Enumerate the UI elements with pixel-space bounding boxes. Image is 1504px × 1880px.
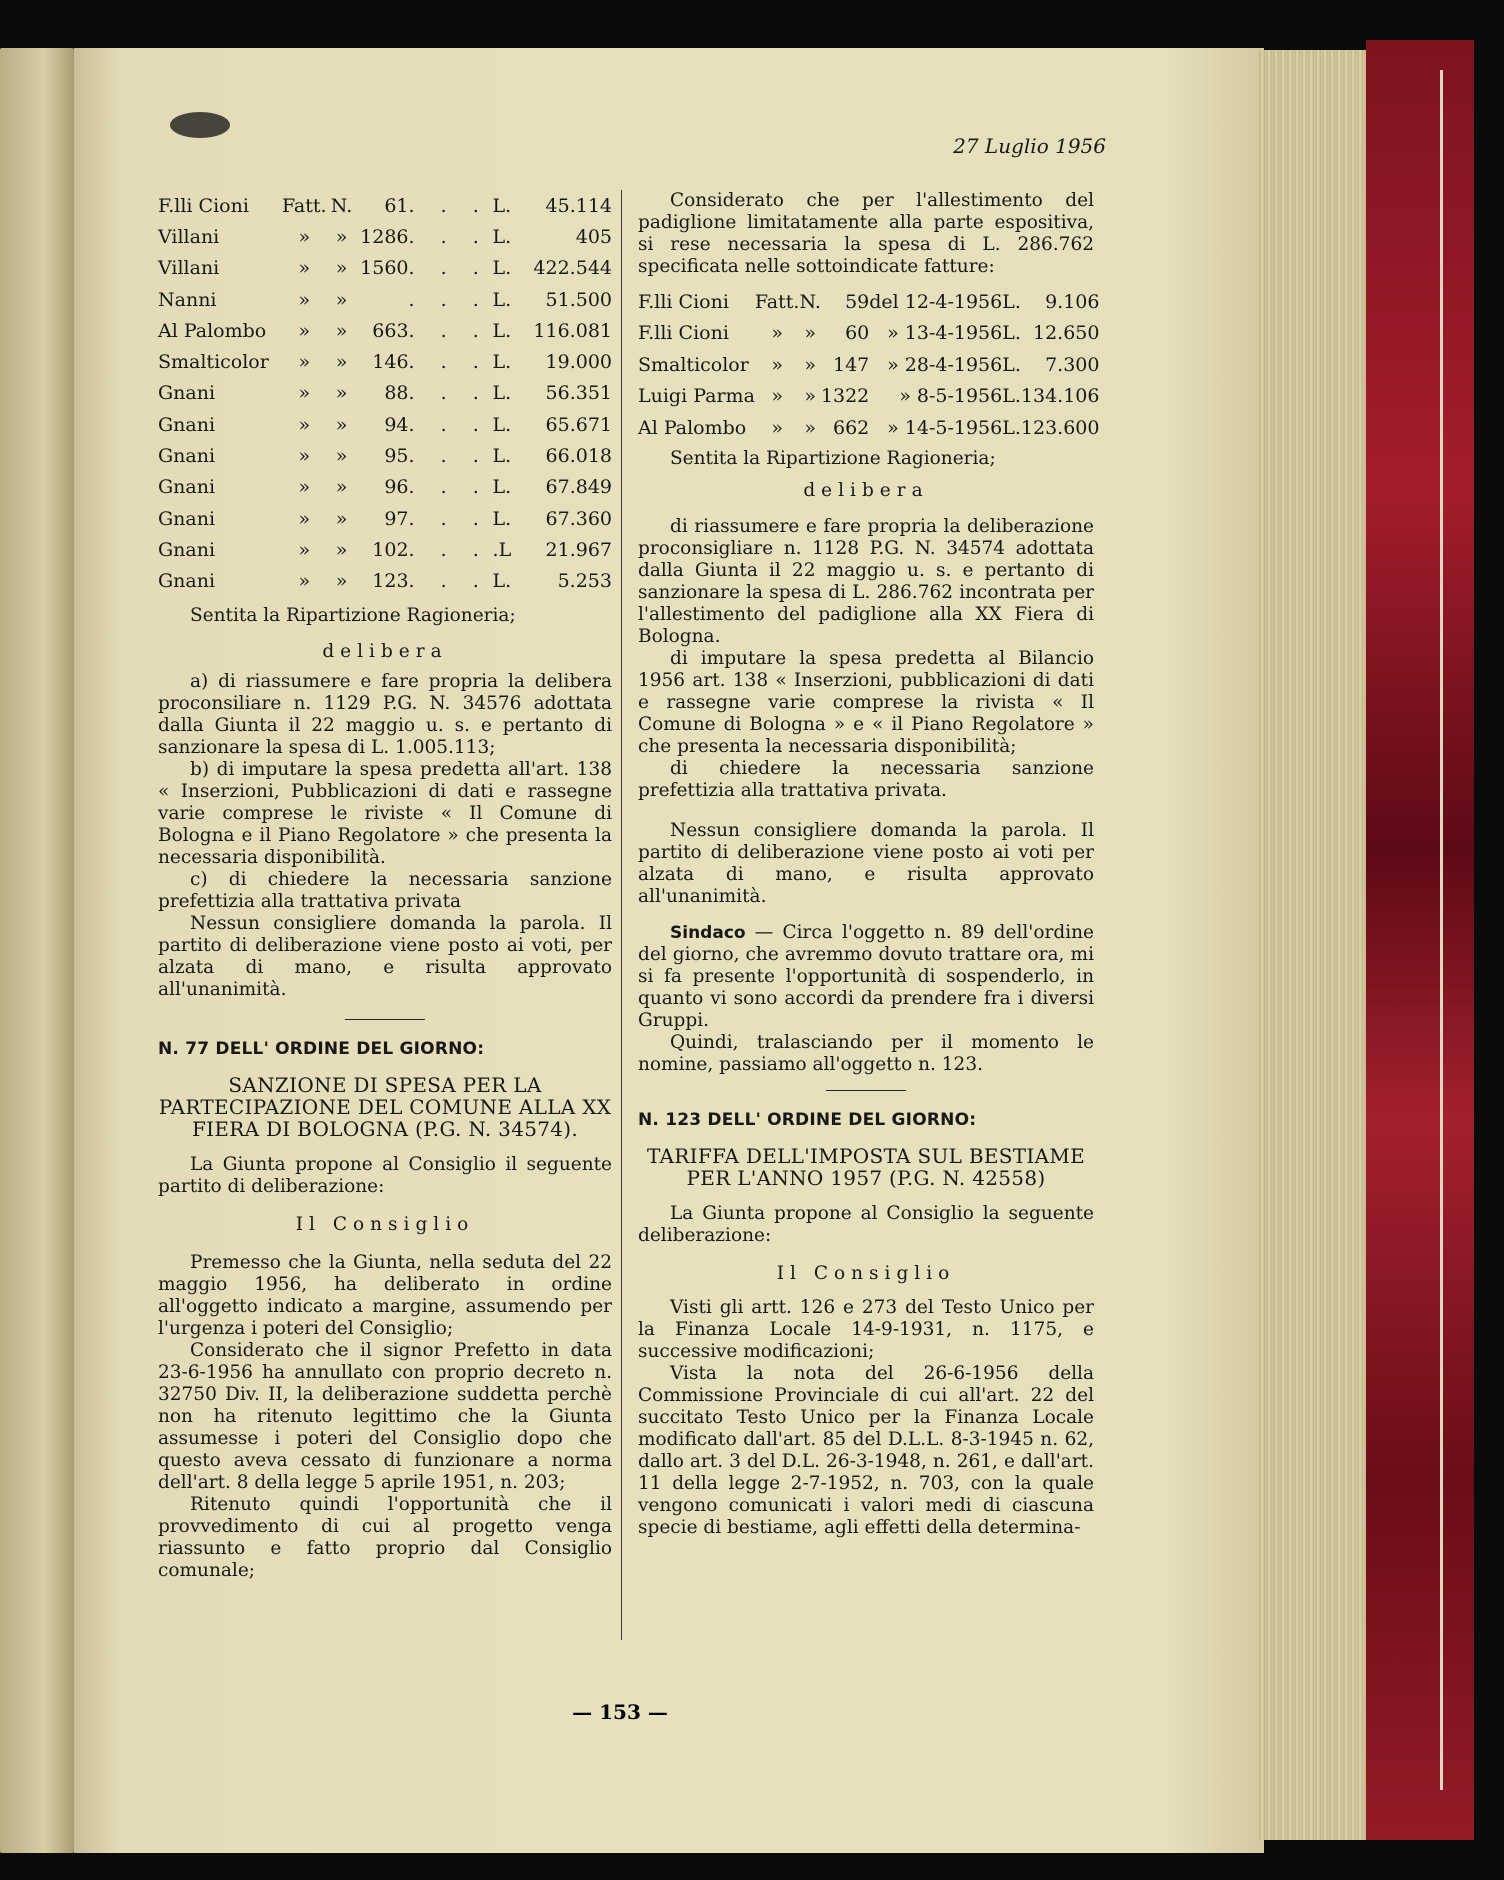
invoice-r1: » — [298, 319, 311, 342]
invoice-row — [158, 315, 612, 346]
invoice-name: Gnani — [158, 413, 216, 436]
section-rule — [345, 1019, 425, 1020]
invoice-cur: L. — [1002, 385, 1021, 408]
invoice-dots: . . . — [408, 445, 489, 468]
invoice-cur: L. — [492, 570, 512, 593]
considerato-right: Considerato che per l'allestimento del padiglione limitatamente alla parte espositiva, si rese necessaria la spesa di L. 286.762 specificata nelle sottoindicate fatture: — [638, 190, 1094, 277]
invoice-row — [158, 378, 612, 409]
invoice-row — [638, 349, 1099, 381]
invoice-r1: » — [298, 257, 311, 280]
invoice-r2: » — [335, 257, 348, 280]
invoice-name: Villani — [158, 225, 220, 248]
invoice-num — [357, 284, 409, 315]
invoice-name: F.lli Cioni — [158, 194, 249, 217]
sindaco-text: — Circa l'oggetto n. 89 dell'ordine del giorno, che avremmo dovuto trattare ora, mi si fa presente l'opportunità di sospenderlo, in quanto vi sono accordi da prendere fra i diversi Gruppi. — [638, 921, 1094, 1031]
invoice-r1: » — [298, 225, 311, 248]
invoice-num: 1322 — [820, 385, 870, 408]
invoice-num: 146 — [372, 351, 409, 374]
invoice-num: 102 — [372, 538, 409, 561]
invoice-r2: » — [335, 225, 348, 248]
invoice-name: Gnani — [158, 507, 216, 530]
invoice-amount: 9.106 — [1045, 290, 1100, 313]
column-divider — [621, 190, 622, 1640]
invoice-r1: » — [298, 476, 311, 499]
di-imputare: di imputare la spesa predetta al Bilancio 1956 art. 138 « Inserzioni, pubblicazioni di dati e rassegne varie comprese la rivista « Il Comune di Bologna » e « il Piano Regolatore » che presenta la necessaria disponibilità; — [638, 647, 1094, 757]
page-stack-edge — [1258, 50, 1366, 1840]
consiglio-right: Il Consiglio — [776, 1262, 956, 1284]
invoice-r2: » — [335, 570, 348, 593]
delibera-left: delibera — [322, 640, 448, 662]
invoice-num: 123 — [372, 570, 409, 593]
invoice-name: Nanni — [158, 288, 217, 311]
delibera-right: delibera — [803, 479, 929, 501]
invoice-cur: .L — [492, 538, 512, 561]
heading-77: N. 77 DELL' ORDINE DEL GIORNO: — [158, 1038, 485, 1059]
invoice-amount: 5.253 — [557, 570, 612, 593]
invoice-row — [158, 409, 612, 440]
invoice-num: 94 — [384, 413, 409, 436]
invoice-row — [158, 221, 612, 252]
invoice-row — [158, 190, 612, 221]
invoice-cur: L. — [1002, 353, 1021, 376]
premesso: Premesso che la Giunta, nella seduta del 22 maggio 1956, ha deliberato in ordine all'oggetto indicato a margine, assumendo per l'urgenza i poteri del Consiglio; — [158, 1251, 612, 1339]
ink-blot — [170, 112, 230, 138]
invoice-name: Gnani — [158, 382, 216, 405]
invoice-name: Gnani — [158, 570, 216, 593]
invoice-dots: . . . — [408, 288, 489, 311]
invoice-row — [158, 440, 612, 471]
invoice-name: Gnani — [158, 445, 216, 468]
invoice-r1: » — [298, 351, 311, 374]
invoice-amount: 19.000 — [545, 351, 612, 374]
invoice-cur: L. — [492, 445, 512, 468]
invoice-r1: » — [298, 382, 311, 405]
considerato-left: Considerato che il signor Prefetto in data 23-6-1956 ha annullato con proprio decreto n. 32750 Div. II, la deliberazione suddetta perchè non ha ritenuto legittimo che la Giunta assumesse i poteri del Consiglio dopo che questo aveva cessato di funzionare a norma dell'art. 8 della legge 5 aprile 1951, n. 203; — [158, 1339, 612, 1493]
invoice-amount: 45.114 — [545, 194, 612, 217]
cover-edge-line — [1440, 70, 1443, 1790]
invoice-amount: 422.544 — [533, 257, 612, 280]
para-c: c) di chiedere la necessaria sanzione prefettizia alla trattativa privata — [158, 868, 612, 912]
invoice-r1: Fatt. — [282, 194, 327, 217]
invoice-r1: Fatt. — [754, 290, 800, 313]
invoice-name: Smalticolor — [638, 353, 749, 376]
di-riassumere: di riassumere e fare propria la deliberazione proconsigliare n. 1128 P.G. N. 34574 adottata dalla Giunta il 22 maggio u. s. e pertanto di sanzionare la spesa di L. 286.762 incontrata per l'allestimento del padiglione alla XX Fiera di Bologna. — [638, 515, 1094, 647]
invoice-r2: » — [335, 507, 348, 530]
invoice-cur: L. — [1002, 290, 1021, 313]
invoice-r2: » — [804, 416, 816, 439]
invoice-cur: L. — [1002, 322, 1021, 345]
invoice-name: Luigi Parma — [638, 385, 755, 408]
heading-123: N. 123 DELL' ORDINE DEL GIORNO: — [638, 1109, 977, 1130]
invoice-amount: 66.018 — [545, 445, 612, 468]
invoice-r2: » — [335, 413, 348, 436]
invoice-dots: . . . — [408, 351, 489, 374]
invoice-num: 61 — [384, 194, 409, 217]
invoice-cur: L. — [492, 257, 512, 280]
invoice-row — [158, 503, 612, 534]
invoice-dots: . . . — [408, 225, 489, 248]
invoice-r1: » — [298, 445, 311, 468]
invoice-date: » 28-4-1956 — [887, 353, 1003, 376]
invoice-num: 147 — [832, 353, 870, 376]
invoice-r1: » — [298, 570, 311, 593]
invoice-name: F.lli Cioni — [638, 290, 729, 313]
sindaco-para — [638, 922, 1094, 1032]
invoice-amount: 405 — [575, 225, 612, 248]
giunta-right: La Giunta propone al Consiglio la seguente deliberazione: — [638, 1202, 1094, 1246]
invoice-num: 88 — [384, 382, 409, 405]
invoice-name: Villani — [158, 257, 220, 280]
previous-page-edge — [0, 48, 74, 1853]
invoice-r2: » — [335, 351, 348, 374]
invoice-dots: . . . — [408, 538, 489, 561]
invoice-row — [638, 318, 1099, 350]
invoice-amount: 51.500 — [545, 288, 612, 311]
title-77: SANZIONE DI SPESA PER LA PARTECIPAZIONE DEL COMUNE ALLA XX FIERA DI BOLOGNA (P.G. N. 34574). — [158, 1072, 612, 1141]
left-column — [158, 190, 612, 1582]
invoice-num: 60 — [845, 322, 870, 345]
invoice-r2: N. — [799, 290, 821, 313]
invoice-r2: » — [335, 382, 348, 405]
visti: Visti gli artt. 126 e 273 del Testo Unico per la Finanza Locale 14-9-1931, n. 1175, e successive modificazioni; — [638, 1296, 1094, 1362]
invoice-r2: » — [804, 353, 816, 376]
invoice-amount: 134.106 — [1020, 385, 1100, 408]
vista: Vista la nota del 26-6-1956 della Commissione Provinciale di cui all'art. 22 del succitato Testo Unico per la Finanza Locale modificato dall'art. 85 del D.L.L. 8-3-1945 n. 62, dallo art. 3 del D.L. 26-3-1948, n. 261, e dall'art. 11 della legge 2-7-1952, n. 703, con la quale vengono comunicati i valori medi di ciascuna specie di bestiame, agli effetti della determina- — [638, 1362, 1094, 1538]
invoice-amount: 7.300 — [1045, 353, 1100, 376]
di-chiedere: di chiedere la necessaria sanzione prefettizia alla trattativa privata. — [638, 757, 1094, 801]
invoice-num: 97 — [384, 507, 409, 530]
invoice-dots: . . . — [408, 507, 489, 530]
invoice-r2: » — [335, 319, 348, 342]
invoice-dots: . . . — [408, 413, 489, 436]
invoice-date: » 8-5-1956 — [899, 385, 1003, 408]
invoice-r2: » — [335, 288, 348, 311]
para-b: b) di imputare la spesa predetta all'art. 138 « Inserzioni, Pubblicazioni di dati e rassegne varie comprese le riviste « Il Comune di Bologna e il Piano Regolatore » che presenta la necessaria disponibilità. — [158, 758, 612, 868]
invoice-row — [638, 286, 1099, 318]
invoice-name: F.lli Cioni — [638, 322, 729, 345]
invoice-name: Smalticolor — [158, 351, 269, 374]
invoice-row — [158, 472, 612, 503]
invoice-r1: » — [771, 353, 783, 376]
invoice-r1: » — [771, 385, 783, 408]
invoice-amount: 12.650 — [1033, 322, 1100, 345]
sentita-left: Sentita la Ripartizione Ragioneria; — [190, 604, 516, 626]
giunta-left: La Giunta propone al Consiglio il seguente partito di deliberazione: — [158, 1153, 612, 1197]
invoice-dots: . . . — [408, 476, 489, 499]
invoice-cur: L. — [492, 351, 512, 374]
invoice-num: 95 — [384, 445, 409, 468]
invoice-r1: » — [771, 322, 783, 345]
invoice-r1: » — [298, 538, 311, 561]
invoice-amount: 56.351 — [545, 382, 612, 405]
invoice-table-right — [638, 286, 1099, 444]
invoice-name: Gnani — [158, 538, 216, 561]
invoice-cur: L. — [492, 288, 512, 311]
invoice-r2: » — [335, 476, 348, 499]
nessun-right: Nessun consigliere domanda la parola. Il partito di deliberazione viene posto ai voti per alzata di mano, e risulta approvato all'unanimità. — [638, 819, 1094, 907]
invoice-date: » 13-4-1956 — [887, 322, 1003, 345]
invoice-cur: L. — [492, 382, 512, 405]
invoice-cur: L. — [1002, 416, 1021, 439]
invoice-date: » 14-5-1956 — [887, 416, 1003, 439]
invoice-amount: 67.360 — [545, 507, 612, 530]
running-head-date: 27 Luglio 1956 — [953, 134, 1106, 158]
invoice-dots: . . . — [408, 194, 489, 217]
invoice-cur: L. — [492, 507, 512, 530]
invoice-cur: L. — [492, 413, 512, 436]
invoice-name: Al Palombo — [158, 319, 267, 342]
invoice-dots: . . . — [408, 382, 489, 405]
invoice-row — [158, 534, 612, 565]
invoice-dots: . . . — [408, 257, 489, 280]
invoice-row — [638, 412, 1099, 444]
invoice-r2: » — [335, 445, 348, 468]
invoice-row — [638, 381, 1099, 413]
invoice-row — [158, 566, 612, 597]
invoice-cur: L. — [492, 194, 512, 217]
invoice-r2: » — [804, 322, 816, 345]
invoice-r2: » — [335, 538, 348, 561]
invoice-amount: 116.081 — [533, 319, 612, 342]
invoice-name: Al Palombo — [638, 416, 747, 439]
invoice-num: 96 — [384, 476, 409, 499]
invoice-cur: L. — [492, 319, 512, 342]
invoice-r2: N. — [330, 194, 353, 217]
section-rule-right — [826, 1090, 906, 1091]
sindaco-label: Sindaco — [670, 922, 746, 943]
invoice-num: 59 — [845, 290, 870, 313]
invoice-num: 662 — [832, 416, 870, 439]
invoice-cur: L. — [492, 225, 512, 248]
sentita-right: Sentita la Ripartizione Ragioneria; — [670, 447, 996, 469]
invoice-r1: » — [298, 413, 311, 436]
invoice-r2: » — [804, 385, 816, 408]
invoice-row — [158, 346, 612, 377]
ritenuto: Ritenuto quindi l'opportunità che il provvedimento di cui al progetto venga riassunto e fatto proprio dal Consiglio comunale; — [158, 1493, 612, 1581]
invoice-cur: L. — [492, 476, 512, 499]
right-column — [638, 190, 1100, 1539]
title-123: TARIFFA DELL'IMPOSTA SUL BESTIAME PER L'ANNO 1957 (P.G. N. 42558) — [647, 1143, 1085, 1190]
page-number: — 153 — — [572, 1700, 668, 1724]
invoice-row — [158, 253, 612, 284]
invoice-row — [158, 284, 612, 315]
invoice-r1: » — [298, 288, 311, 311]
invoice-num: 1560 — [360, 257, 409, 280]
invoice-dots: . . . — [408, 319, 489, 342]
invoice-num: 663 — [372, 319, 409, 342]
invoice-num: 1286 — [360, 225, 409, 248]
quindi: Quindi, tralasciando per il momento le nomine, passiamo all'oggetto n. 123. — [638, 1031, 1094, 1075]
para-a: a) di riassumere e fare propria la delibera proconsiliare n. 1129 P.G. N. 34576 adottata dalla Giunta il 22 maggio u. s. e pertanto di sanzionare la spesa di L. 1.005.113; — [158, 670, 612, 758]
invoice-name: Gnani — [158, 476, 216, 499]
nessun-left: Nessun consigliere domanda la parola. Il partito di deliberazione viene posto ai voti, per alzata di mano, e risulta approvato all'unanimità. — [158, 912, 612, 1000]
invoice-amount: 21.967 — [545, 538, 612, 561]
invoice-amount: 67.849 — [545, 476, 612, 499]
invoice-r1: » — [771, 416, 783, 439]
invoice-r1: » — [298, 507, 311, 530]
invoice-amount: 65.671 — [545, 413, 612, 436]
book-cover — [1366, 40, 1474, 1840]
invoice-dots: . . . — [408, 570, 489, 593]
invoice-amount: 123.600 — [1020, 416, 1100, 439]
invoice-table-left — [158, 190, 612, 597]
invoice-date: del 12-4-1956 — [869, 290, 1003, 313]
consiglio-left: Il Consiglio — [295, 1213, 475, 1235]
